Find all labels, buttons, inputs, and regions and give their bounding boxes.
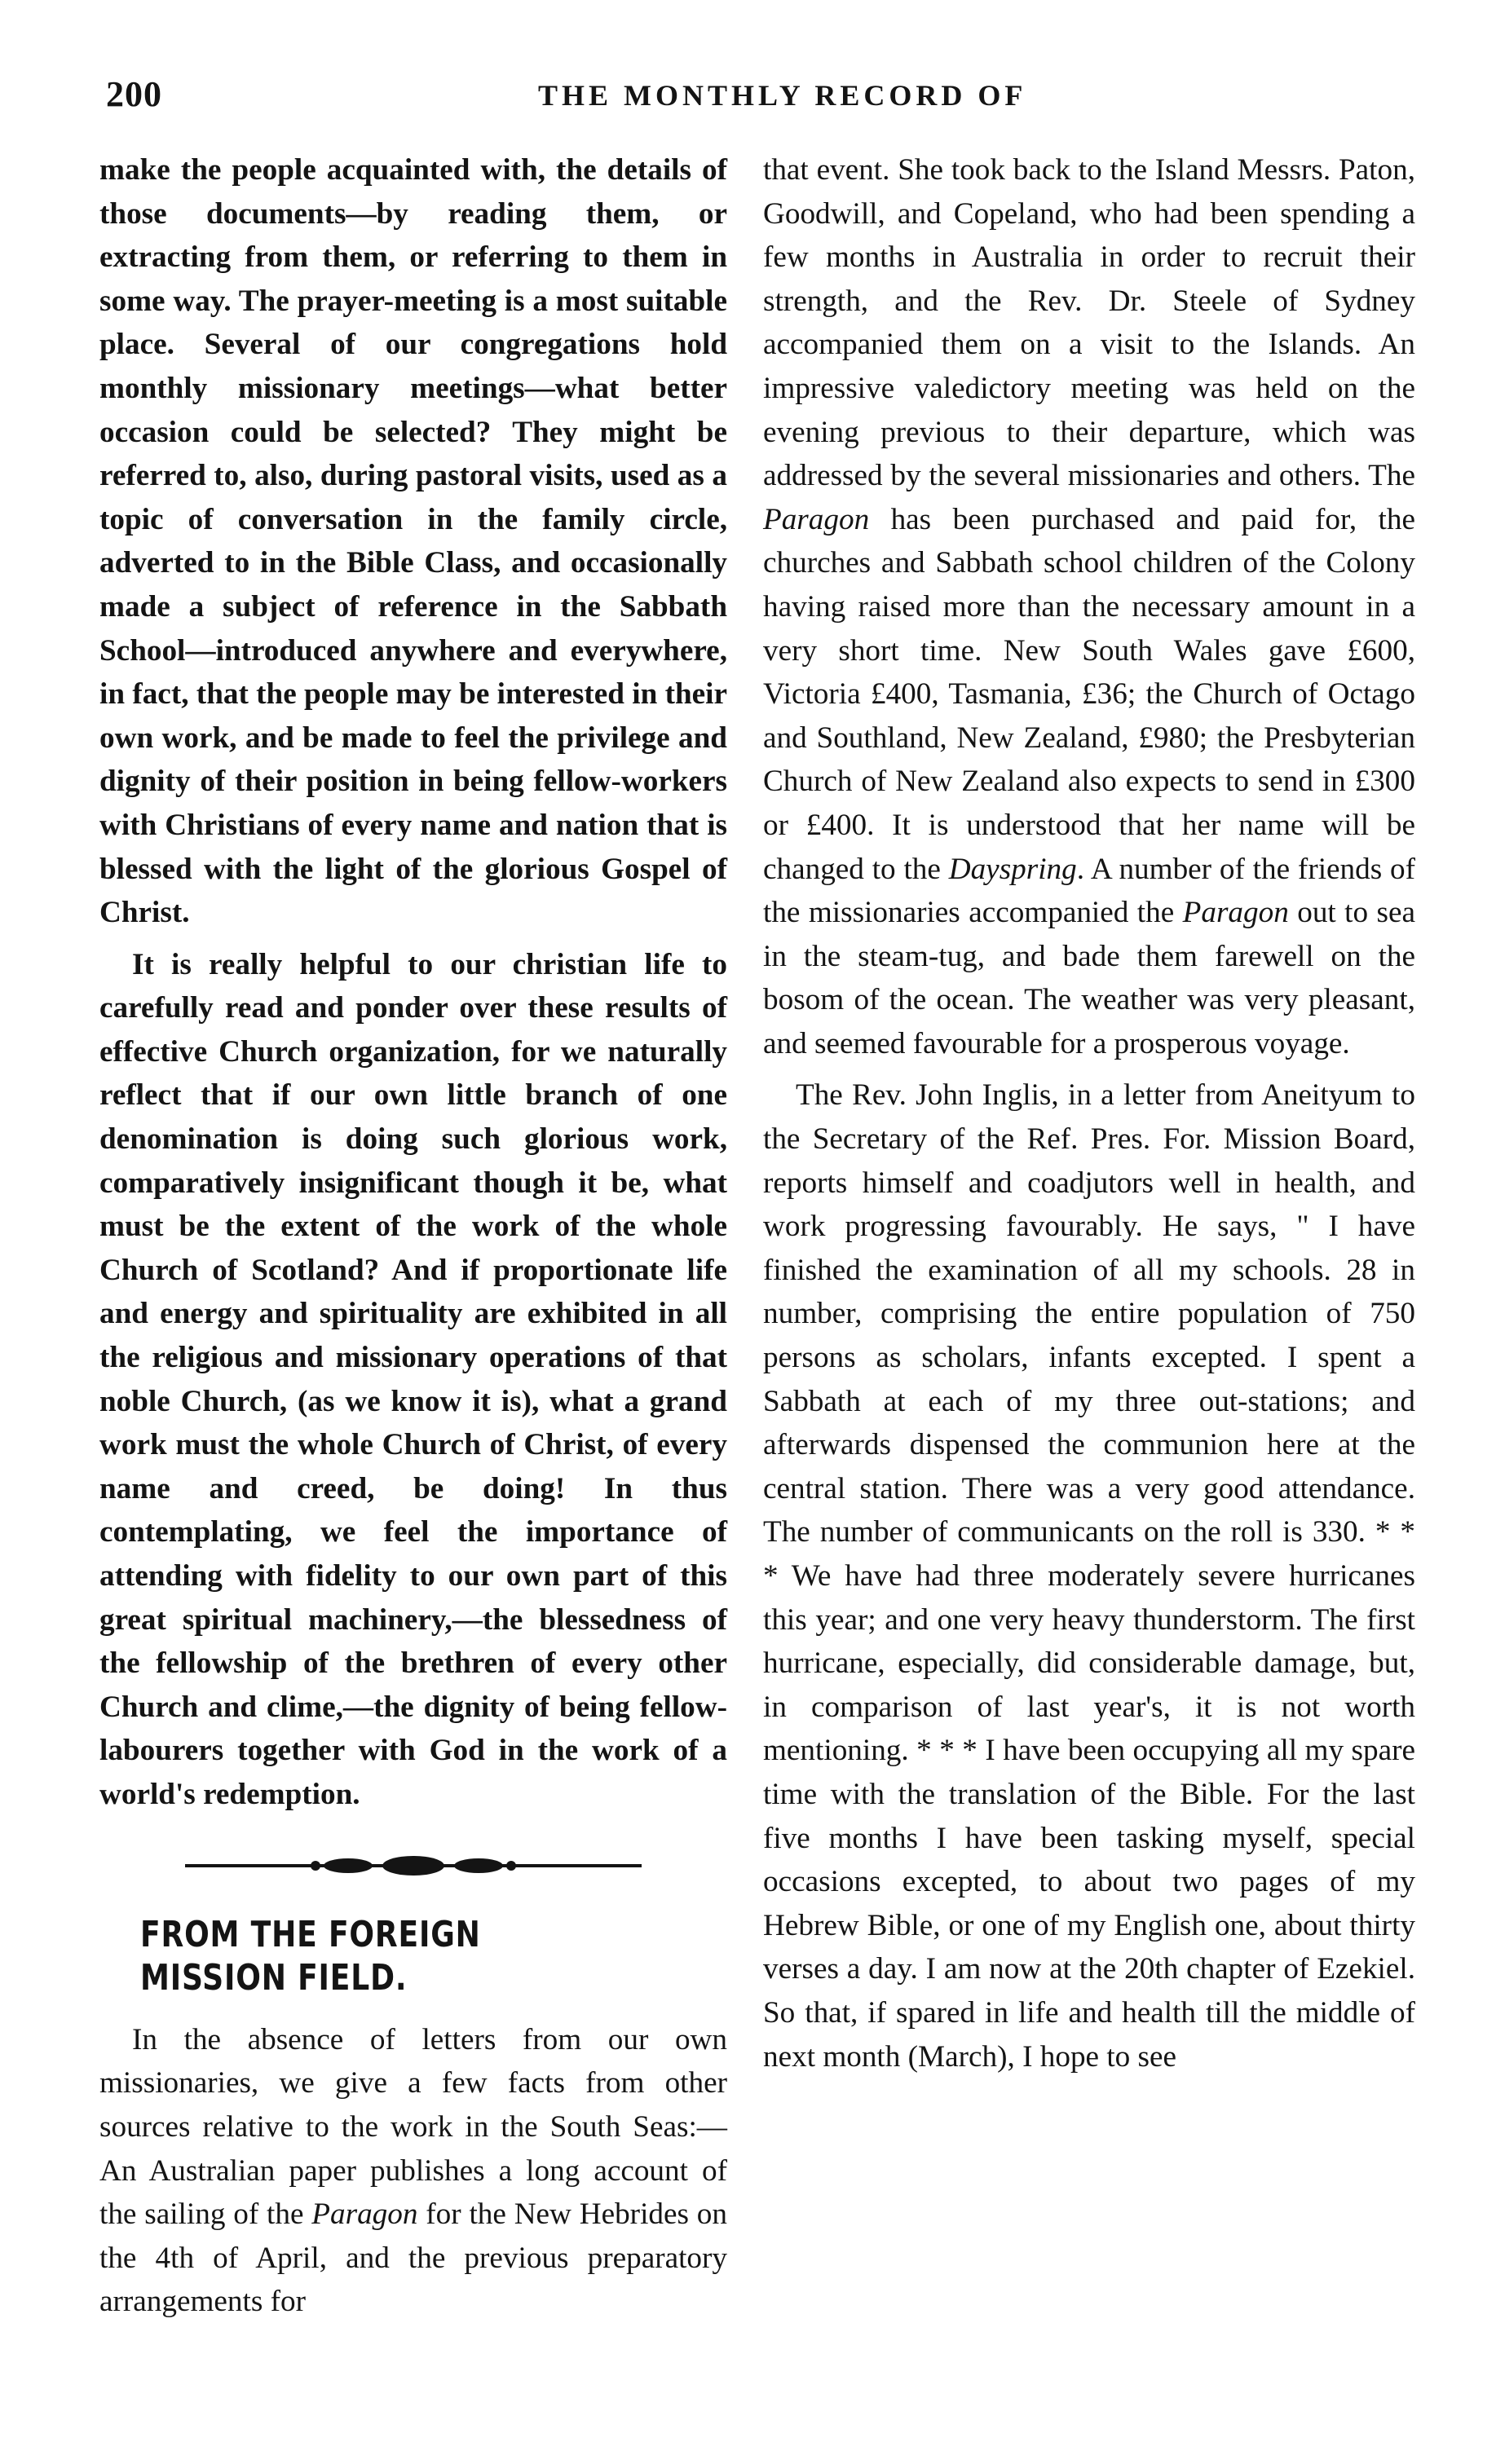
right-paragraph-2: The Rev. John Inglis, in a letter from Aneityum to the Secretary of the Ref. Pres. For. Mission Board, reports himself and coadjutors well in health, and work progressing favourably. He says, " I have finished the examination of all my schools. 28 in number, comprising the entire population of 750 persons as scholars, infants excepted. I spent a Sabbath at each of my three out-stations; and afterwards dispensed the communion here at the central station. There was a very good attendance. The number of communicants on the roll is 330. * * * We have had three moderately severe hurricanes this year; and one very heavy thunderstorm. The first hurricane, especially, did considerable damage, but, in comparison of last year's, it is not worth mentioning. * * * I have been occupying all my spare time with the translation of the Bible. For the last five months I have been tasking myself, special occasions excepted, to about two pages of my Hebrew Bible, or one of my English one, about thirty verses a day. I am now at the 20th chapter of Ezekiel. So that, if spared in life and health till the middle of next month (March), I hope to see <box>763 1078 1415 2074</box>
running-head: THE MONTHLY RECORD OF <box>538 79 1027 112</box>
left-paragraph-3 <box>99 2018 727 2324</box>
left-column <box>99 148 727 2332</box>
right-paragraph-1-text-d: out to sea in the steam-tug, and bade them farewell on the bosom of the ocean. The weather was very pleasant, and seemed favourable for a prosperous voyage. <box>763 896 1415 1060</box>
right-paragraph-1 <box>763 148 1415 1065</box>
section-title: FROM THE FOREIGN MISSION FIELD. <box>140 1913 481 1999</box>
right-paragraph-1-text-c: . A number of the friends of the missionaries accompanied the <box>763 852 1416 930</box>
ship-name: Dayspring <box>948 852 1077 886</box>
page-number: 200 <box>106 74 162 114</box>
right-paragraph-1-text-a: that event. She took back to the Island Messrs. Paton, Goodwill, and Copeland, who had been spending a few months in Australia in order to recruit their strength, and the Rev. Dr. Steele of Sydney accompanied them on a visit to the Islands. An impressive valedictory meeting was held on the evening previous to their departure, which was addressed by the several missionaries and others. The <box>763 153 1415 493</box>
left-paragraph-3-text-b: for the New Hebrides on the 4th of April, and the previous preparatory arrangements for <box>99 2197 727 2319</box>
left-paragraph-1: make the people acquainted with, the details of those documents—by reading them, or extracting from them, or referring to them in some way. The prayer-meeting is a most suitable place. Several of our congregations hold monthly missionary meetings—what better occasion could be selected? They might be referred to, also, during pastoral visits, used as a topic of conversation in the family circle, adverted to in the Bible Class, and occasionally made a subject of reference in the Sabbath School—introduced anywhere and everywhere, in fact, that the people may be interested in their own work, and be made to feel the privilege and dignity of their position in being fellow-workers with Christians of every name and nation that is blessed with the light of the glorious Gospel of Christ. <box>99 153 727 930</box>
ornamental-divider <box>185 1849 642 1882</box>
ship-name: Paragon <box>311 2197 418 2232</box>
right-paragraph-1-text-b: has been purchased and paid for, the churches and Sabbath school children of the Colony having raised more than the necessary amount in a very short time. New South Wales gave £600, Victoria £400, Tasmania, £36; the Church of Octago and Southland, New Zealand, £980; the Presbyterian Church of New Zealand also expects to send in £300 or £400. It is understood that her name will be changed to the <box>763 502 1415 886</box>
ship-name: Paragon <box>763 502 870 536</box>
right-column <box>763 148 1415 2087</box>
ship-name: Paragon <box>1182 896 1289 930</box>
left-paragraph-2: It is really helpful to our christian life to carefully read and ponder over these results of effective Church organization, for we naturally reflect that if our own little branch of one denomination is doing such glorious work, comparatively insignificant though it be, what must be the extent of the work of the whole Church of Scotland? And if proportionate life and energy and spirituality are exhibited in all the religious and missionary operations of that noble Church, (as we know it is), what a grand work must the whole Church of Christ, of every name and creed, be doing! In thus contemplating, we feel the importance of attending with fidelity to our own part of this great spiritual machinery,—the blessedness of the fellowship of the brethren of every other Church and clime,—the dignity of being fellow-labourers together with God in the work of a world's redemption. <box>99 947 727 1811</box>
left-paragraph-3-text-a: In the absence of letters from our own missionaries, we give a few facts from other sources relative to the work in the South Seas:—An Australian paper publishes a long account of the sailing of the <box>99 2022 727 2232</box>
